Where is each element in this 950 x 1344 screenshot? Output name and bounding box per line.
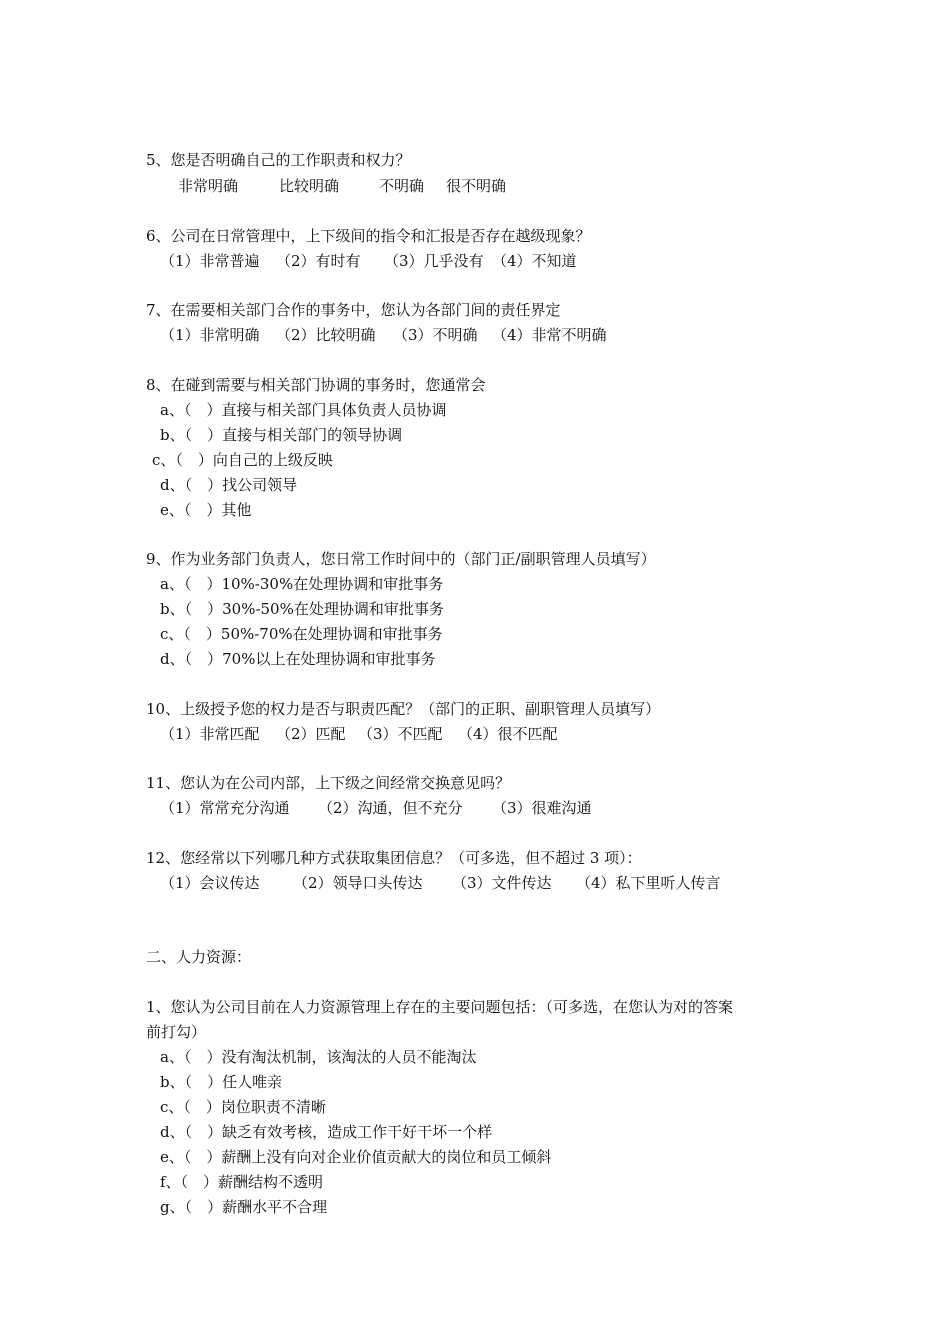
q7-option-3: （3）不明确 [393,326,478,344]
s2-q1-item-e: e、（ ）薪酬上没有向对企业价值贡献大的岗位和员工倾斜 [160,1148,552,1166]
s2-q1-item-g: g、（ ）薪酬水平不合理 [160,1198,328,1216]
q11-option-1: （1）常常充分沟通 [160,799,290,817]
q11-option-3: （3）很难沟通 [492,799,592,817]
q12-option-3: （3）文件传达 [452,874,552,892]
q8-item-e: e、（ ）其他 [160,501,252,519]
s2-q1-item-b: b、（ ）任人唯亲 [160,1073,283,1091]
q8-item-c: c、（ ）向自己的上级反映 [152,451,333,469]
q12-option-1: （1）会议传达 [160,874,260,892]
q5-option-1: 非常明确 [178,177,239,195]
q6-title: 6、公司在日常管理中，上下级间的指令和汇报是否存在越级现象？ [146,227,591,245]
q9-item-c: c、（ ）50%-70%在处理协调和审批事务 [160,625,443,643]
q10-option-4: （4）很不匹配 [458,725,558,743]
q6-option-4: （4）不知道 [492,252,577,270]
q10-option-2: （2）匹配 [276,725,346,743]
q8-item-a: a、（ ）直接与相关部门具体负责人员协调 [160,401,447,419]
s2-q1-item-d: d、（ ）缺乏有效考核，造成工作干好干坏一个样 [160,1123,493,1141]
q12-option-4: （4）私下里听人传言 [576,874,721,892]
q12-option-2: （2）领导口头传达 [293,874,423,892]
s2-q1-item-f: f、（ ）薪酬结构不透明 [160,1173,324,1191]
q8-title: 8、在碰到需要与相关部门协调的事务时，您通常会 [146,376,486,394]
q6-option-1: （1）非常普遍 [160,252,260,270]
q10-option-3: （3）不匹配 [358,725,443,743]
q5-option-3: 不明确 [379,177,425,195]
q5-option-4: 很不明确 [446,177,507,195]
q8-item-b: b、（ ）直接与相关部门的领导协调 [160,426,403,444]
q7-option-1: （1）非常明确 [160,326,260,344]
s2-q1-title-line2: 前打勾） [146,1023,207,1041]
q7-option-2: （2）比较明确 [276,326,376,344]
q5-title: 5、您是否明确自己的工作职责和权力？ [146,151,411,169]
s2-q1-item-c: c、（ ）岗位职责不清晰 [160,1098,326,1116]
q10-title: 10、上级授予您的权力是否与职责匹配？（部门的正职、副职管理人员填写） [146,700,661,718]
q12-title: 12、您经常以下列哪几种方式获取集团信息？（可多选，但不超过 3 项）： [146,849,642,867]
q7-option-4: （4）非常不明确 [492,326,607,344]
q6-option-3: （3）几乎没有 [384,252,484,270]
q5-option-2: 比较明确 [279,177,340,195]
q9-item-b: b、（ ）30%-50%在处理协调和审批事务 [160,600,444,618]
q6-option-2: （2）有时有 [276,252,361,270]
q11-title: 11、您认为在公司内部，上下级之间经常交换意见吗？ [146,774,511,792]
q8-item-d: d、（ ）找公司领导 [160,476,298,494]
q9-item-d: d、（ ）70%以上在处理协调和审批事务 [160,650,436,668]
section2-heading: 二、人力资源： [146,948,252,966]
s2-q1-item-a: a、（ ）没有淘汰机制，该淘汰的人员不能淘汰 [160,1048,477,1066]
q9-item-a: a、（ ）10%-30%在处理协调和审批事务 [160,575,444,593]
q11-option-2: （2）沟通，但不充分 [318,799,463,817]
q9-title: 9、作为业务部门负责人，您日常工作时间中的（部门正/副职管理人员填写） [146,550,656,568]
q10-option-1: （1）非常匹配 [160,725,260,743]
s2-q1-title-line1: 1、您认为公司目前在人力资源管理上存在的主要问题包括：（可多选，在您认为对的答案 [146,998,734,1016]
q7-title: 7、在需要相关部门合作的事务中，您认为各部门间的责任界定 [146,301,561,319]
